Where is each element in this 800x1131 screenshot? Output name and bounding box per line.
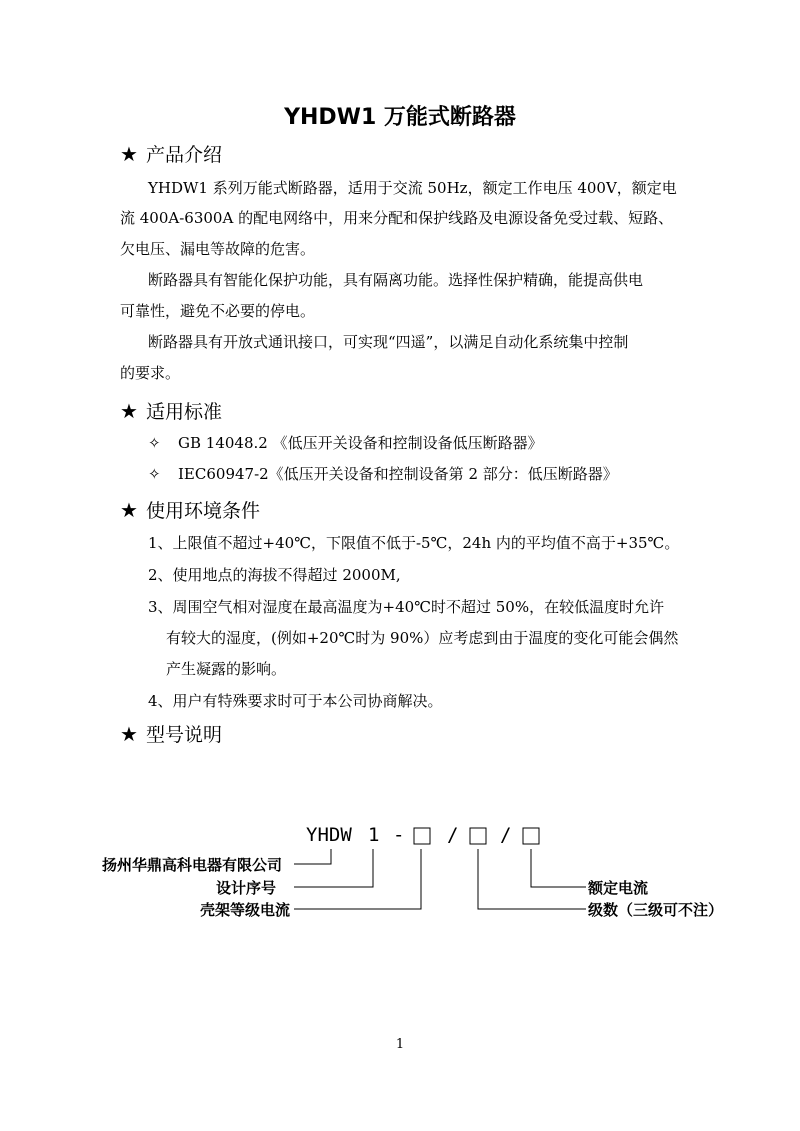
star-icon: ★ [120,399,138,423]
standard-text: IEC60947-2《低压开关设备和控制设备第 2 部分：低压断路器》 [178,465,618,483]
diamond-star-icon: ✧ [148,465,161,483]
rated-leader-line [531,849,586,887]
star-icon: ★ [120,498,138,522]
poles-box [470,828,486,844]
star-icon: ★ [120,142,138,166]
heading-text: 产品介绍 [146,144,223,166]
intro-p1-line2: 流 400A-6300A 的配电网络中，用来分配和保护线路及电源设备免受过载、短路、 [120,209,674,227]
intro-p2-line2: 可靠性，避免不必要的停电。 [120,302,316,320]
heading-text: 使用环境条件 [146,500,261,522]
intro-p1-line1: YHDW1 系列万能式断路器，适用于交流 50Hz，额定工作电压 400V，额定电 [148,179,677,197]
model-code-prefix: YHDW [306,824,352,846]
intro-p3-line2: 的要求。 [120,364,181,382]
label-poles: 级数（三级可不注） [588,901,724,919]
intro-p3-line1: 断路器具有开放式通讯接口，可实现“四遥”，以满足自动化系统集中控制 [148,333,629,351]
star-icon: ★ [120,722,138,746]
model-code-slash: / [500,824,512,846]
label-company: 扬州华鼎高科电器有限公司 [102,856,283,874]
condition-2: 2、使用地点的海拔不得超过 2000M, [148,566,401,584]
page-title: YHDW1 万能式断路器 [284,105,516,130]
diamond-star-icon: ✧ [148,434,161,452]
heading-text: 型号说明 [146,724,223,746]
model-code-dash: - [393,824,405,846]
company-leader-line [294,849,331,864]
design-leader-line [294,849,373,887]
rated-current-box [523,828,539,844]
poles-leader-line [478,849,586,909]
standard-text: GB 14048.2 《低压开关设备和控制设备低压断路器》 [178,434,543,452]
condition-4: 4、用户有特殊要求时可于本公司协商解决。 [148,692,443,710]
label-rated-current: 额定电流 [588,879,649,897]
condition-3-line2: 有较大的湿度，(例如+20℃时为 90%）应考虑到由于温度的变化可能会偶然 [166,629,679,647]
label-frame-current: 壳架等级电流 [200,901,291,919]
intro-p2-line1: 断路器具有智能化保护功能，具有隔离功能。选择性保护精确，能提高供电 [148,271,644,289]
frame-leader-line [294,849,421,909]
condition-3-line3: 产生凝露的影响。 [166,660,287,678]
model-code-slash: / [447,824,459,846]
current-box [414,828,430,844]
page-number: 1 [395,1037,405,1052]
label-design-serial: 设计序号 [216,879,277,897]
model-code-design: 1 [368,824,380,846]
intro-p1-line3: 欠电压、漏电等故障的危害。 [120,240,316,258]
condition-1: 1、上限值不超过+40℃，下限值不低于-5℃，24h 内的平均值不高于+35℃。 [148,534,680,552]
condition-3-line1: 3、周围空气相对湿度在最高温度为+40℃时不超过 50%，在较低温度时允许 [148,598,665,616]
heading-text: 适用标准 [146,401,223,423]
